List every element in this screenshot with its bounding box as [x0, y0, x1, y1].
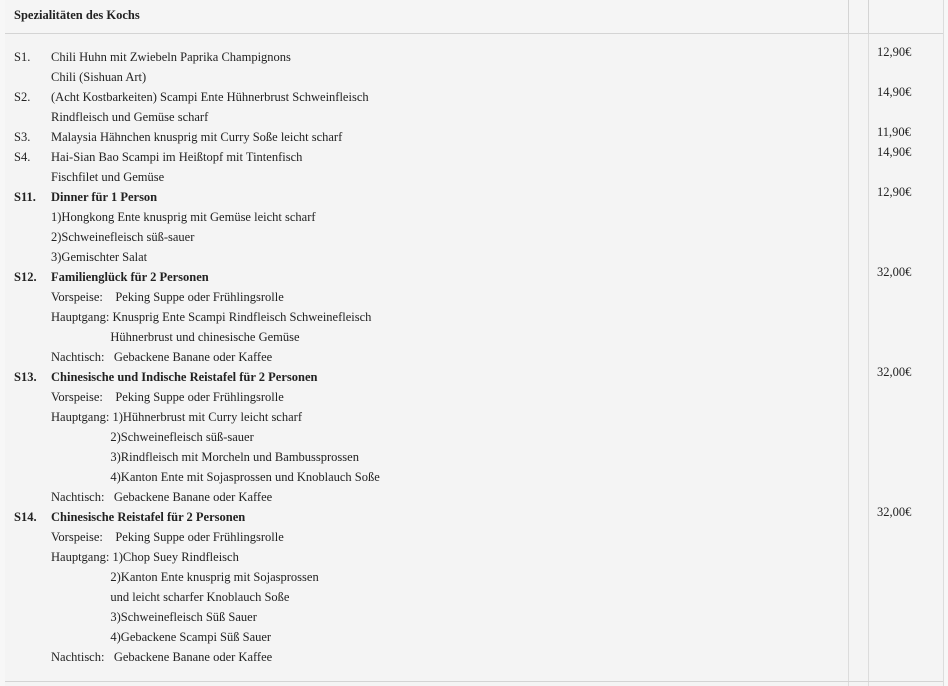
item-detail: 4)Kanton Ente mit Sojasprossen und Knoblauch Soße [51, 470, 380, 484]
item-code: S11. [14, 190, 36, 204]
item-code: S1. [14, 50, 31, 64]
item-detail: Vorspeise: Peking Suppe oder Frühlingsrolle [51, 290, 284, 304]
item-detail: Vorspeise: Peking Suppe oder Frühlingsrolle [51, 530, 284, 544]
item-detail: Nachtisch: Gebackene Banane oder Kaffee [51, 350, 273, 364]
item-code: S13. [14, 370, 37, 384]
column-divider [943, 0, 944, 686]
item-code: S12. [14, 270, 37, 284]
item-detail: Rindfleisch und Gemüse scharf [51, 110, 209, 124]
item-name: (Acht Kostbarkeiten) Scampi Ente Hühnerbrust Schweinfleisch [51, 90, 369, 104]
item-name: Chili Huhn mit Zwiebeln Paprika Champignons [51, 50, 291, 64]
item-price: 14,90€ [877, 145, 912, 159]
item-code: S4. [14, 150, 31, 164]
item-price: 32,00€ [877, 505, 912, 519]
item-detail: Hauptgang: Knusprig Ente Scampi Rindfleisch Schweinefleisch [51, 310, 372, 324]
header-divider [868, 0, 869, 33]
section-header [5, 0, 943, 34]
item-detail: Vorspeise: Peking Suppe oder Frühlingsrolle [51, 390, 284, 404]
item-detail: Fischfilet und Gemüse [51, 170, 165, 184]
item-detail: 2)Schweinefleisch süß-sauer [51, 230, 195, 244]
item-name: Chinesische und Indische Reistafel für 2 Personen [51, 370, 318, 384]
column-divider [848, 0, 849, 686]
item-detail: 3)Gemischter Salat [51, 250, 148, 264]
item-detail: 3)Rindfleisch mit Morcheln und Bambussprossen [51, 450, 359, 464]
item-code: S3. [14, 130, 31, 144]
item-price: 11,90€ [877, 125, 911, 139]
item-detail: 3)Schweinefleisch Süß Sauer [51, 610, 257, 624]
item-detail: 2)Kanton Ente knusprig mit Sojasprossen [51, 570, 319, 584]
item-detail: Chili (Sishuan Art) [51, 70, 147, 84]
header-divider [848, 0, 849, 33]
item-name: Familienglück für 2 Personen [51, 270, 209, 284]
item-detail: 2)Schweinefleisch süß-sauer [51, 430, 254, 444]
item-name: Dinner für 1 Person [51, 190, 158, 204]
item-detail: Nachtisch: Gebackene Banane oder Kaffee [51, 490, 273, 504]
item-code: S2. [14, 90, 31, 104]
section-title: Spezialitäten des Kochs [14, 8, 140, 22]
item-price: 12,90€ [877, 45, 912, 59]
item-name: Hai-Sian Bao Scampi im Heißtopf mit Tintenfisch [51, 150, 303, 164]
item-detail: 1)Hongkong Ente knusprig mit Gemüse leicht scharf [51, 210, 316, 224]
item-code: S14. [14, 510, 37, 524]
column-divider [868, 0, 869, 686]
item-detail: Hauptgang: 1)Hühnerbrust mit Curry leicht scharf [51, 410, 302, 424]
item-price: 32,00€ [877, 365, 912, 379]
item-detail: Nachtisch: Gebackene Banane oder Kaffee [51, 650, 273, 664]
item-name: Chinesische Reistafel für 2 Personen [51, 510, 246, 524]
item-detail: und leicht scharfer Knoblauch Soße [51, 590, 290, 604]
item-price: 14,90€ [877, 85, 912, 99]
item-detail: 4)Gebackene Scampi Süß Sauer [51, 630, 272, 644]
item-price: 32,00€ [877, 265, 912, 279]
item-name: Malaysia Hähnchen knusprig mit Curry Soße leicht scharf [51, 130, 343, 144]
item-detail: Hühnerbrust und chinesische Gemüse [51, 330, 300, 344]
item-price: 12,90€ [877, 185, 912, 199]
item-detail: Hauptgang: 1)Chop Suey Rindfleisch [51, 550, 239, 564]
table-bottom-border [5, 681, 943, 682]
